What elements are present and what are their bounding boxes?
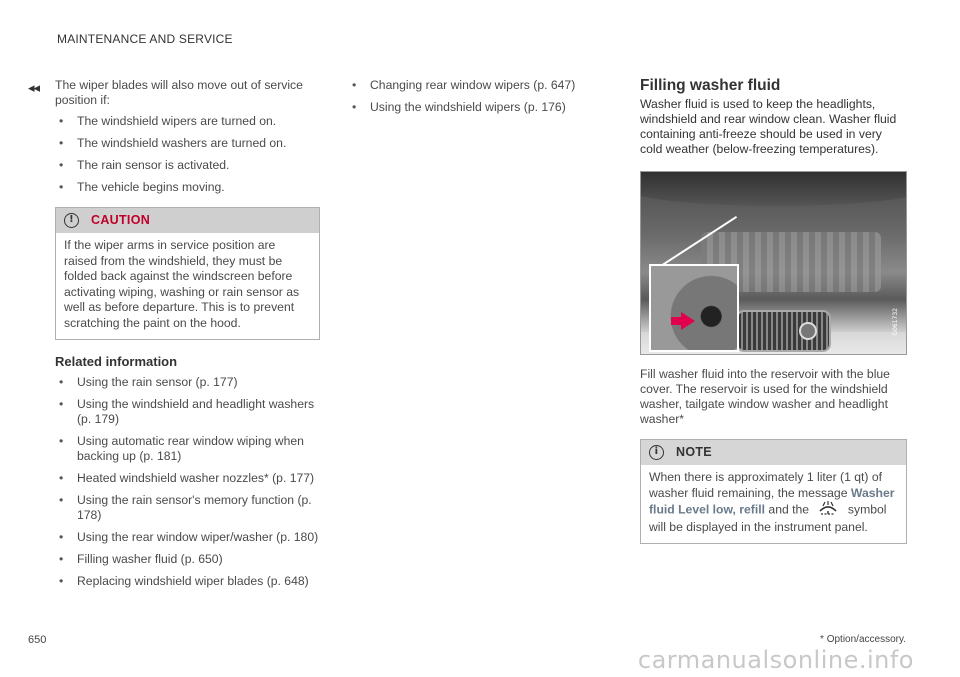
- list-item: • The windshield wipers are turned on.: [55, 114, 320, 129]
- washer-fluid-icon: [818, 501, 838, 520]
- related-link[interactable]: • Using the windshield and headlight washers (p. 179): [55, 397, 320, 427]
- note-body: [641, 465, 906, 543]
- engine-bay-photo: [640, 171, 907, 355]
- related-link[interactable]: • Using automatic rear window wiping when backing up (p. 181): [55, 434, 320, 464]
- watermark: carmanualsonline.info: [637, 646, 914, 674]
- caution-header: [56, 208, 319, 233]
- related-info-list-continued: [348, 78, 608, 115]
- brand-logo: [799, 322, 817, 340]
- info-icon: i: [649, 445, 664, 460]
- related-link[interactable]: • Using the rear window wiper/washer (p. 180): [55, 530, 320, 545]
- conditions-list: [55, 114, 320, 195]
- open-hood: [640, 171, 907, 206]
- reservoir-detail-inset: [649, 264, 739, 352]
- note-title: NOTE: [676, 445, 712, 459]
- column-left: [55, 78, 320, 596]
- service-position-intro: The wiper blades will also move out of service position if:: [55, 78, 303, 107]
- note-text-3: symbol will be displayed in the instrument panel.: [649, 502, 887, 534]
- page-number: 650: [28, 634, 47, 646]
- note-header: [641, 440, 906, 465]
- list-item: • The rain sensor is activated.: [55, 158, 320, 173]
- related-link[interactable]: • Replacing windshield wiper blades (p. 648): [55, 574, 320, 589]
- footnote: * Option/accessory.: [820, 634, 906, 645]
- photo-code: G061732: [892, 308, 899, 336]
- related-info-heading: Related information: [55, 354, 178, 369]
- caution-body: If the wiper arms in service position are raised from the windshield, they must be folded back against the windscreen before activating wiping, washing or rain sensor as well as before departure. This is to prevent scratching the paint on the hood.: [64, 238, 300, 330]
- related-link[interactable]: • Filling washer fluid (p. 650): [55, 552, 320, 567]
- exclamation-icon: !: [64, 213, 79, 228]
- column-right: [640, 78, 907, 544]
- column-middle: [348, 78, 608, 122]
- note-box: [640, 439, 907, 544]
- note-text-1: When there is approximately 1 liter (1 qt) of washer fluid remaining, the message: [649, 470, 883, 500]
- continued-marker: ◂◂: [28, 80, 40, 95]
- section-header: MAINTENANCE AND SERVICE: [57, 32, 233, 46]
- related-link[interactable]: • Using the windshield wipers (p. 176): [348, 100, 608, 115]
- list-item: • The vehicle begins moving.: [55, 180, 320, 195]
- related-link[interactable]: • Changing rear window wipers (p. 647): [348, 78, 608, 93]
- note-text-2: and the: [768, 502, 810, 517]
- caution-title: CAUTION: [91, 213, 151, 227]
- arrow-icon: [681, 312, 695, 330]
- related-link[interactable]: • Using the rain sensor's memory function (p. 178): [55, 493, 320, 523]
- related-info-list: [55, 375, 320, 589]
- washer-fluid-intro: Washer fluid is used to keep the headlights, windshield and rear window clean. Washer fluid containing anti-freeze should be used in very cold weather (below-freezing temperatures).: [640, 97, 897, 156]
- related-link[interactable]: • Using the rain sensor (p. 177): [55, 375, 320, 390]
- washer-message: Washer fluid Level low, refill: [649, 485, 895, 517]
- photo-caption: Fill washer fluid into the reservoir with the blue cover. The reservoir is used for the windshield washer, tailgate window washer and headlight washer*: [640, 367, 890, 426]
- related-link[interactable]: • Heated windshield washer nozzles* (p. 177): [55, 471, 320, 486]
- caution-box: [55, 207, 320, 340]
- section-title: Filling washer fluid: [640, 77, 781, 94]
- list-item: • The windshield washers are turned on.: [55, 136, 320, 151]
